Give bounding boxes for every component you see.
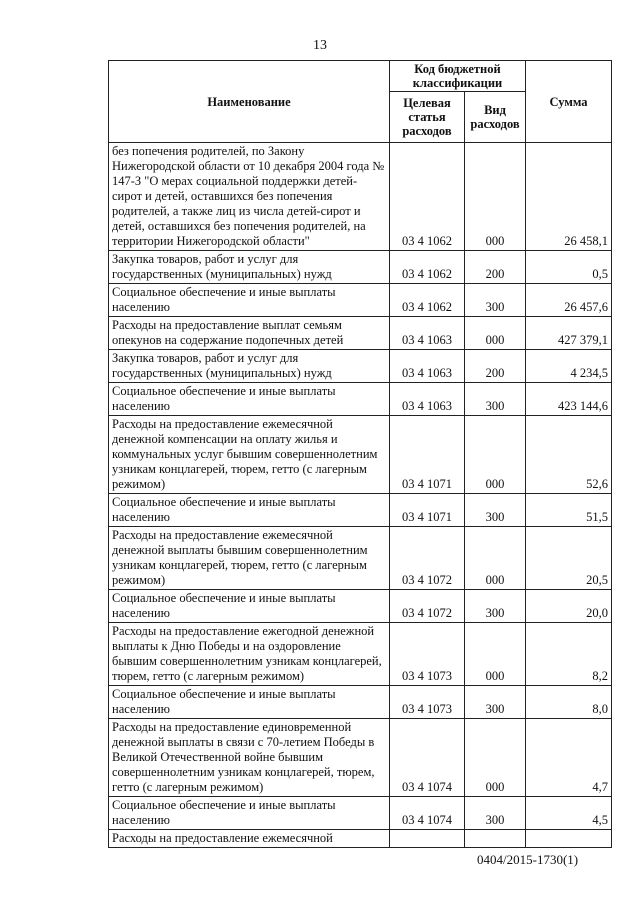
- table-row: [109, 143, 612, 251]
- row-name: Социальное обеспечение и иные выплаты населению: [109, 284, 390, 317]
- document-number: 0404/2015-1730(1): [477, 852, 579, 867]
- row-target-article: 03 4 1062: [390, 251, 465, 284]
- table-row: [109, 686, 612, 719]
- row-target-article: 03 4 1072: [390, 527, 465, 590]
- row-sum: 8,0: [526, 686, 612, 719]
- row-name: Закупка товаров, работ и услуг для государственных (муниципальных) нужд: [109, 350, 390, 383]
- table-row: [109, 317, 612, 350]
- row-expense-type: 300: [465, 494, 526, 527]
- row-expense-type: [465, 830, 526, 848]
- row-expense-type: 000: [465, 527, 526, 590]
- row-name: Расходы на предоставление ежемесячной: [109, 830, 390, 848]
- row-name: Социальное обеспечение и иные выплаты населению: [109, 383, 390, 416]
- row-target-article: [390, 830, 465, 848]
- row-name: Социальное обеспечение и иные выплаты населению: [109, 590, 390, 623]
- row-name: Социальное обеспечение и иные выплаты населению: [109, 797, 390, 830]
- header-classification: Код бюджетной классификации: [390, 61, 526, 92]
- budget-table: [108, 60, 612, 848]
- row-name: Закупка товаров, работ и услуг для государственных (муниципальных) нужд: [109, 251, 390, 284]
- row-sum: 20,5: [526, 527, 612, 590]
- table-row: [109, 350, 612, 383]
- row-expense-type: 000: [465, 719, 526, 797]
- row-expense-type: 000: [465, 143, 526, 251]
- header-name: Наименование: [109, 61, 390, 143]
- row-sum: 427 379,1: [526, 317, 612, 350]
- row-sum: 26 457,6: [526, 284, 612, 317]
- table-row: [109, 830, 612, 848]
- row-expense-type: 200: [465, 251, 526, 284]
- row-target-article: 03 4 1063: [390, 350, 465, 383]
- row-target-article: 03 4 1073: [390, 686, 465, 719]
- row-sum: 26 458,1: [526, 143, 612, 251]
- table-row: [109, 623, 612, 686]
- table-row: [109, 494, 612, 527]
- row-target-article: 03 4 1073: [390, 623, 465, 686]
- row-name: без попечения родителей, по Закону Нижегородской области от 10 декабря 2004 года № 147-З "О мерах социальной поддержки детей-сирот и детей, оставшихся без попечения родителей, а также лиц из числа детей-сирот и детей, оставшихся без попечения родителей, на территории Нижегородской области": [109, 143, 390, 251]
- table-row: [109, 590, 612, 623]
- table-row: [109, 416, 612, 494]
- row-sum: 51,5: [526, 494, 612, 527]
- row-expense-type: 300: [465, 383, 526, 416]
- row-sum: 4 234,5: [526, 350, 612, 383]
- table-row: [109, 251, 612, 284]
- row-expense-type: 000: [465, 416, 526, 494]
- row-name: Расходы на предоставление ежегодной денежной выплаты к Дню Победы и на оздоровление бывшим совершеннолетним узникам концлагерей, тюрем, гетто (с лагерным режимом): [109, 623, 390, 686]
- row-target-article: 03 4 1074: [390, 719, 465, 797]
- table-row: [109, 383, 612, 416]
- row-expense-type: 300: [465, 686, 526, 719]
- table-row: [109, 719, 612, 797]
- row-expense-type: 300: [465, 797, 526, 830]
- row-name: Расходы на предоставление ежемесячной денежной компенсации на оплату жилья и коммунальных услуг бывшим совершеннолетним узникам концлагерей, тюрем, гетто (с лагерным режимом): [109, 416, 390, 494]
- header-sum: Сумма: [526, 61, 612, 143]
- row-name: Расходы на предоставление выплат семьям опекунов на содержание подопечных детей: [109, 317, 390, 350]
- row-expense-type: 000: [465, 623, 526, 686]
- row-target-article: 03 4 1072: [390, 590, 465, 623]
- row-name: Расходы на предоставление единовременной денежной выплаты в связи с 70-летием Победы в Великой Отечественной войне бывшим совершеннолетним узникам концлагерей, тюрем, гетто (с лагерным режимом): [109, 719, 390, 797]
- row-sum: 20,0: [526, 590, 612, 623]
- row-expense-type: 300: [465, 590, 526, 623]
- row-expense-type: 000: [465, 317, 526, 350]
- row-target-article: 03 4 1063: [390, 317, 465, 350]
- row-sum: 423 144,6: [526, 383, 612, 416]
- row-sum: 0,5: [526, 251, 612, 284]
- table-row: [109, 527, 612, 590]
- header-expense-type: Вид расходов: [465, 92, 526, 143]
- row-sum: 52,6: [526, 416, 612, 494]
- row-sum: 4,5: [526, 797, 612, 830]
- page-number: 13: [313, 38, 327, 53]
- table-row: [109, 284, 612, 317]
- row-target-article: 03 4 1071: [390, 494, 465, 527]
- row-name: Расходы на предоставление ежемесячной денежной выплаты бывшим совершеннолетним узникам концлагерей, тюрем, гетто (с лагерным режимом): [109, 527, 390, 590]
- table-row: [109, 797, 612, 830]
- row-target-article: 03 4 1071: [390, 416, 465, 494]
- row-sum: 8,2: [526, 623, 612, 686]
- row-sum: [526, 830, 612, 848]
- row-target-article: 03 4 1063: [390, 383, 465, 416]
- row-target-article: 03 4 1074: [390, 797, 465, 830]
- row-expense-type: 200: [465, 350, 526, 383]
- row-name: Социальное обеспечение и иные выплаты населению: [109, 686, 390, 719]
- row-name: Социальное обеспечение и иные выплаты населению: [109, 494, 390, 527]
- row-target-article: 03 4 1062: [390, 284, 465, 317]
- row-target-article: 03 4 1062: [390, 143, 465, 251]
- header-target-article: Целевая статья расходов: [390, 92, 465, 143]
- row-sum: 4,7: [526, 719, 612, 797]
- row-expense-type: 300: [465, 284, 526, 317]
